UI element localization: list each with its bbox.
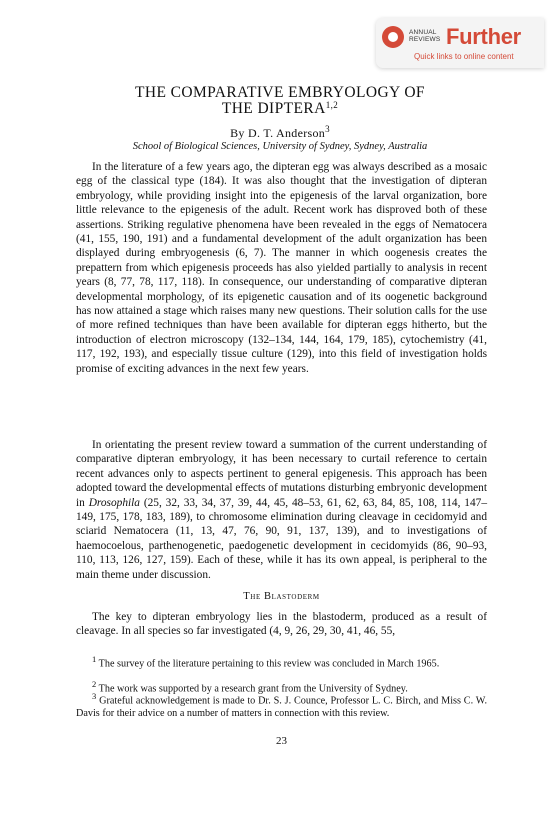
paragraph-3: The key to dipteran embryology lies in the blastoderm, produced as a result of cleavage. In all species so far investigated (4, 9, 26, 29, 30, 41, 46, 55, [76, 611, 487, 638]
footnote-1-mark: 1 [92, 654, 97, 664]
further-label: Further [446, 24, 521, 49]
footnote-1-text: The survey of the literature pertaining to this review was concluded in March 1965. [98, 658, 440, 670]
banner-line2: REVIEWS [409, 36, 441, 43]
footnote-2-text: The work was supported by a research grant from the University of Sydney. [98, 683, 408, 695]
author-footnote-mark[interactable]: 3 [325, 124, 330, 134]
paragraph-2-rest: (25, 32, 33, 34, 37, 39, 44, 45, 48–53, 61, 62, 63, 84, 85, 108, 114, 147–149, 175, 178, 183, 189), to chromosome elimination during cleavage in cecidomyid and sciarid Nematocera (11, 13, 47, 76, 90, 91, 137, 139), and to investigations of haemocoelous, parthenogenetic, paedogenetic development in cecidomyids (86, 90–93, 110, 113, 126, 127, 159). Each of these, while it has its own appeal, is peripheral to the main theme under discussion. [76, 496, 487, 581]
footnote-2-mark: 2 [92, 679, 97, 689]
paragraph-1: In the literature of a few years ago, the dipteran egg was always described as a mosaic egg of the classical type (184). It was also thought that the investigation of dipteran embryology, while providing insight into the epigenesis of the larval organization, bore little relevance to the epigenesis of the adult. Recent work has disproved both of these assertions. Striking regulative phenomena have been revealed in the eggs of Nematocera (41, 155, 190, 191) and a fundamental development of the adult organization has been displayed during embryogenesis (6, 7). The manner in which oogenesis creates the prepattern from which epigenesis proceeds has also yielded partially to analysis in recent years (8, 77, 78, 117, 118). In consequence, our understanding of comparative dipteran developmental morphology, of its epigenetic causation and of its oogenetic background has now attained a stage which raises many new questions. Their solution calls for the use of more refined techniques than have been available for dipteran eggs hitherto, but the introduction of electron microscopy (132–134, 144, 164, 179, 185), cytochemistry (41, 117, 192, 193), and especially tissue culture (129), into this field of investigation holds promise of exciting advances in the next few years. [76, 161, 487, 375]
author-name: By D. T. Anderson [230, 126, 326, 140]
banner-line1: ANNUAL [409, 29, 437, 36]
affiliation: School of Biological Sciences, University of Sydney, Sydney, Australia [132, 141, 428, 152]
title-footnote-marks[interactable]: 1,2 [325, 100, 339, 110]
section-heading-text: The Blastoderm [243, 591, 320, 602]
footnote-3 [76, 690, 487, 721]
page-number: 23 [276, 735, 287, 747]
section-heading [76, 591, 487, 602]
further-banner[interactable] [376, 18, 544, 68]
footnote-3-mark: 3 [92, 691, 97, 701]
paragraph-2 [76, 438, 487, 582]
annual-reviews-wordmark [409, 29, 440, 43]
footnote-3-text: Grateful acknowledgement is made to Dr. S. J. Counce, Professor L. C. Birch, and Miss C. W. Davis for their advice on a number of matters in connection with this review. [76, 695, 488, 719]
title-text: THE DIPTERA [221, 100, 326, 117]
article-title-line1: THE COMPARATIVE EMBRYOLOGY OF [135, 84, 425, 101]
footnote-1 [76, 653, 487, 671]
paragraph-2-start: In orientating the present review toward a summation of the current understanding of comparative dipteran embryology, it has been necessary to curtail reference to certain recent advances only to aspects pertinent to general epigenesis. This approach has been adopted toward the developmental effects of mutations disturbing embryonic development in [76, 439, 487, 509]
genus-drosophila: Drosophila [88, 496, 140, 509]
author-line [60, 124, 500, 141]
article-title-line2 [60, 100, 500, 118]
quick-links-link[interactable]: Quick links to online content [414, 52, 514, 61]
annual-reviews-logo-icon [382, 26, 404, 48]
